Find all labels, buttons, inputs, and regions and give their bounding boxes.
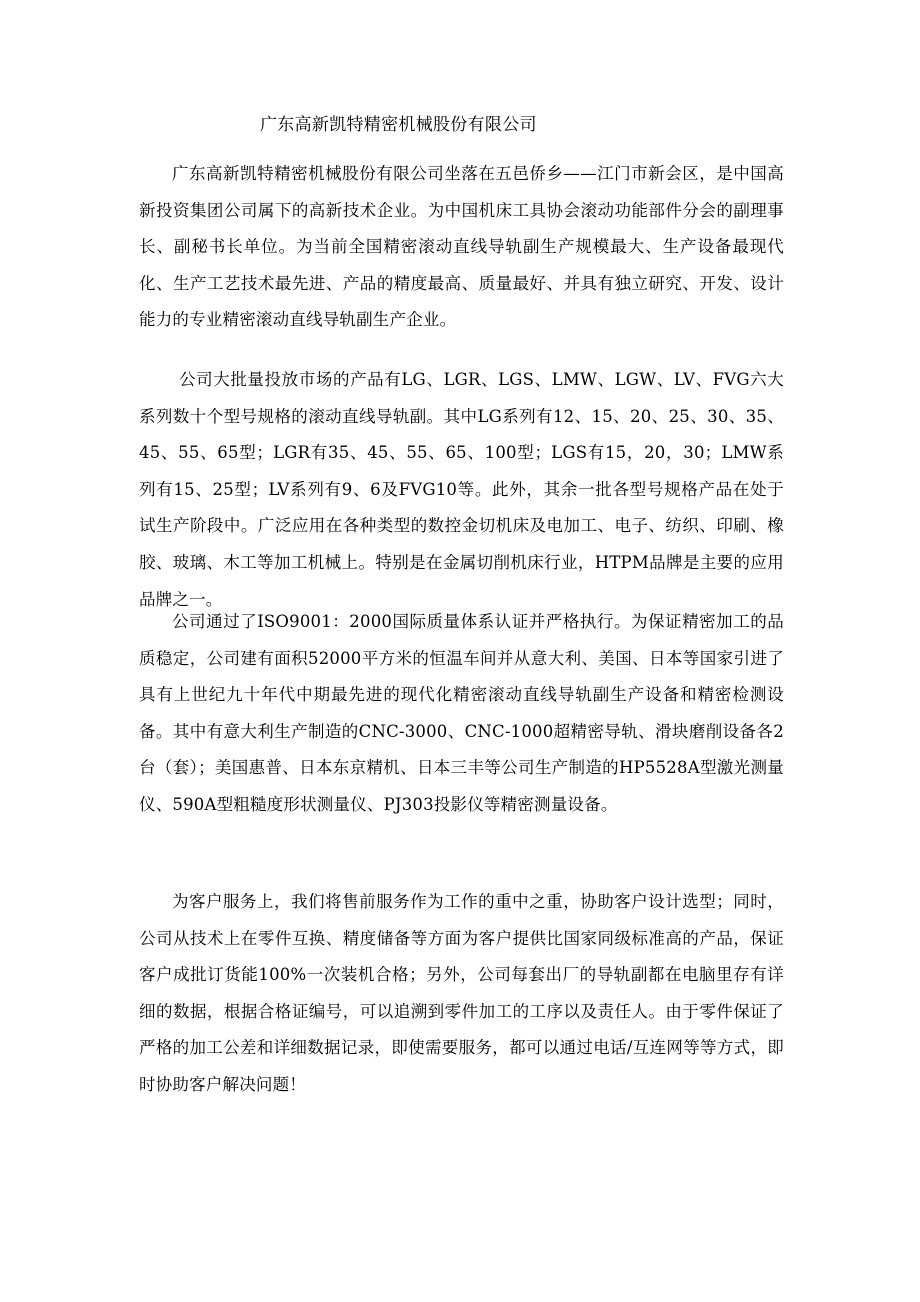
document-title: 广东高新凯特精密机械股份有限公司 (260, 115, 537, 135)
paragraph-service: 为客户服务上，我们将售前服务作为工作的重中之重，协助客户设计选型；同时，公司从技术上在零件互换、精度储备等方面为客户提供比国家同级标准高的产品，保证客户成批订货能100%一次装机合格；另外，公司每套出厂的导轨副都在电脑里存有详细的数据，根据合格证编号，可以追溯到零件加工的工序以及责任人。由于零件保证了严格的加工公差和详细数据记录，即使需要服务，都可以通过电话/互连网等等方式，即时协助客户解决问题！ (139, 892, 784, 1094)
paragraph-quality: 公司通过了ISO9001：2000国际质量体系认证并严格执行。为保证精密加工的品质稳定，公司建有面积52000平方米的恒温车间并从意大利、美国、日本等国家引进了具有上世纪九十年代中期最先进的现代化精密滚动直线导轨副生产设备和精密检测设备。其中有意大利生产制造的CNC-3000、CNC-1000超精密导轨、滑块磨削设备各2台（套）；美国惠普、日本东京精机、日本三丰等公司生产制造的HP5528A型激光测量仪、590A型粗糙度形状测量仪、PJ303投影仪等精密测量设备。 (139, 612, 784, 814)
paragraph-products: 公司大批量投放市场的产品有LG、LGR、LGS、LMW、LGW、LV、FVG六大系列数十个型号规格的滚动直线导轨副。其中LG系列有12、15、20、25、30、35、45、55、65型；LGR有35、45、55、65、100型；LGS有15，20，30；LMW系列有15、25型；LV系列有9、6及FVG10等。此外，其余一批各型号规格产品在处于试生产阶段中。广泛应用在各种类型的数控金切机床及电加工、电子、纺织、印刷、橡胶、玻璃、木工等加工机械上。特别是在金属切削机床行业，HTPM品牌是主要的应用品牌之一。 (139, 370, 784, 609)
paragraph-company-intro: 广东高新凯特精密机械股份有限公司坐落在五邑侨乡——江门市新会区，是中国高新投资集团公司属下的高新技术企业。为中国机床工具协会滚动功能部件分会的副理事长、副秘书长单位。为当前全国精密滚动直线导轨副生产规模最大、生产设备最现代化、生产工艺技术最先进、产品的精度最高、质量最好、并具有独立研究、开发、设计能力的专业精密滚动直线导轨副生产企业。 (139, 164, 784, 330)
